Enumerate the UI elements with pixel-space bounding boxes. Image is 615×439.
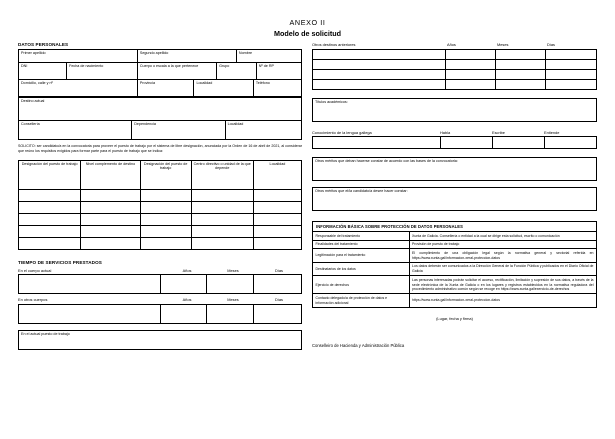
cell-centro[interactable] (191, 237, 253, 249)
col-designacion-puesto-2: Designación del puesto de trabajo (140, 160, 191, 189)
cell-localidad[interactable] (253, 225, 301, 237)
field-destino-actual[interactable]: Destino actual (19, 97, 302, 120)
table-row (19, 189, 302, 201)
field-segundo-apellido[interactable]: Segundo apellido (137, 49, 236, 62)
cell-nivel[interactable] (81, 237, 140, 249)
otros-destinos-col-dias: Días (547, 42, 555, 47)
table-row (313, 49, 597, 59)
personal-data-table (18, 49, 302, 63)
col-nivel-complemento: Nivel complemento de destino (81, 160, 140, 189)
lengua-gallega-label: Conocimiento de la lengua gallega (312, 129, 372, 135)
destinatario-footer: Conselleiro de Hacienda y Administración Pública (312, 342, 405, 348)
privacidad-key-derechos: Ejercicio de derechos (313, 276, 410, 294)
servicios-label-otros-cuerpos: En otros cuerpos (18, 297, 48, 303)
table-row (19, 49, 302, 62)
lengua-escribe-label: Escribe (492, 129, 505, 135)
cell-anos[interactable] (446, 79, 496, 89)
table-row (313, 59, 597, 69)
personal-data-table-3 (18, 79, 302, 97)
destino-detalle-table (18, 120, 302, 140)
table-header-row (19, 160, 302, 189)
cell-localidad[interactable] (253, 213, 301, 225)
cell-destino[interactable] (313, 69, 446, 79)
two-column-layout (18, 42, 597, 350)
table-row (313, 137, 597, 149)
cell-centro[interactable] (191, 201, 253, 213)
cell-puesto[interactable] (19, 237, 81, 249)
destino-actual-table (18, 97, 302, 121)
cell-anos[interactable] (446, 69, 496, 79)
privacidad-value-derechos: Las personas interesadas podrán solicitar el acceso, rectificación, limitación y supresión de sus datos, a través de la sede electrónica de la Xunta de Galicia o en los lugares y registros establecidos en la normativa reguladora del procedimiento administrativo común según se recoge en https://www.xunta.gal/exercicio-de-derechos (409, 276, 596, 294)
servicios-col-dias: Días (275, 267, 283, 273)
cell-dias[interactable] (546, 49, 597, 59)
cell-anos[interactable] (160, 304, 207, 323)
otros-meritos-candidato-table (312, 187, 597, 211)
otros-destinos-table (312, 49, 597, 90)
table-row (313, 98, 597, 121)
cell-cuerpo-actual[interactable] (19, 275, 161, 294)
cell-localidad[interactable] (253, 189, 301, 201)
table-row (313, 294, 597, 307)
cell-destino[interactable] (313, 49, 446, 59)
col-centro-directivo: Centro directivo o unidad de la que depende (191, 160, 253, 189)
table-row (19, 121, 302, 140)
privacidad-value-legitimacion: El cumplimiento de una obligación legal según la normativa general y sectorial referida en https://www.xunta.gal/informacion-xeral-proteccion-datos (409, 249, 596, 262)
privacidad-key-contacto-dpd: Contacto delegado/a de protección de datos e información adicional (313, 294, 410, 307)
privacidad-value-finalidades: Provisión de puesto de trabajo (409, 240, 596, 249)
table-row (313, 188, 597, 211)
cell-centro[interactable] (191, 213, 253, 225)
cell-habla[interactable] (440, 137, 492, 149)
servicios-otros-cuerpos-table (18, 304, 302, 324)
field-telefono[interactable]: Teléfono (253, 80, 301, 97)
privacidad-key-responsable: Responsable del tratamiento (313, 232, 410, 241)
privacidad-value-destinatarios: Los datos deberán ser comunicados a la Dirección General de la Función Pública y publicados en el Diario Oficial de Galicia (409, 262, 596, 275)
field-cuerpo-escala[interactable]: Cuerpo o escala a la que pertenece (137, 62, 216, 79)
servicios-cuerpo-actual-table (18, 274, 302, 294)
cell-entiende[interactable] (544, 137, 596, 149)
cell-dias[interactable] (546, 69, 597, 79)
cell-dias[interactable] (546, 79, 597, 89)
cell-meses[interactable] (496, 49, 546, 59)
field-grupo[interactable]: Grupo (217, 62, 257, 79)
cell-puesto2[interactable] (140, 189, 191, 201)
cell-meses[interactable] (207, 275, 254, 294)
table-row (19, 80, 302, 97)
privacidad-value-responsable: Xunta de Galicia. Consellería o entidad a la cual se dirige esta solicitud, escrito o comunicación (409, 232, 596, 241)
field-dni[interactable]: DNI (19, 62, 67, 79)
field-domicilio[interactable]: Domicilio, calle y nº (19, 80, 138, 97)
servicios-col-meses-2: Meses (227, 297, 239, 303)
table-row (19, 275, 302, 294)
cell-localidad[interactable] (253, 201, 301, 213)
cell-nivel[interactable] (81, 225, 140, 237)
col-localidad: Localidad (253, 160, 301, 189)
field-conselleria[interactable]: Consellería (19, 121, 132, 140)
lengua-entiende-label: Entiende (544, 129, 560, 135)
cell-destino[interactable] (313, 79, 446, 89)
field-dependencia[interactable]: Dependencia (132, 121, 225, 140)
table-row (313, 158, 597, 181)
table-row (313, 232, 597, 241)
field-localidad-destino[interactable]: Localidad (225, 121, 301, 140)
servicios-col-anos-2: Años (182, 297, 192, 303)
field-localidad[interactable]: Localidad (194, 80, 253, 97)
cell-dias[interactable] (254, 304, 302, 323)
field-numero-rp[interactable]: Nº de RP (256, 62, 301, 79)
cell-localidad[interactable] (253, 237, 301, 249)
table-row (19, 330, 302, 349)
lengua-gallega-table (312, 136, 597, 149)
table-row (313, 262, 597, 275)
titulos-academicos-table (312, 98, 597, 122)
table-row (313, 240, 597, 249)
field-actual-puesto-trabajo[interactable]: En el actual puesto de trabajo (19, 330, 302, 349)
cell-meses[interactable] (496, 79, 546, 89)
cell-nivel[interactable] (81, 189, 140, 201)
field-fecha-nacimiento[interactable]: Fecha de nacimiento (67, 62, 138, 79)
solicita-paragraph: SOLICITO: ser candidato/a en la convocatoria para proveer el puesto de trabajo por el sistema de libre designación, anunciada por la Orden de 16 de abril de 2021, al considerar que reúno los requisitos exigidos para formar parte para el puesto de trabajo que se indica: (18, 144, 302, 154)
personal-data-table-2 (18, 62, 302, 80)
table-row (313, 69, 597, 79)
cell-anos[interactable] (160, 275, 207, 294)
table-row (19, 97, 302, 120)
field-nombre[interactable]: Nombre (236, 49, 301, 62)
otros-destinos-label: Otros destinos anteriores (312, 42, 356, 47)
table-row (19, 62, 302, 79)
puestos-table (18, 160, 302, 250)
cell-dias[interactable] (254, 275, 302, 294)
privacidad-section-header: INFORMACIÓN BÁSICA SOBRE PROTECCIÓN DE DATOS PERSONALES (312, 221, 597, 231)
servicios-puesto-actual-table (18, 330, 302, 350)
privacidad-key-finalidades: Finalidades del tratamiento (313, 240, 410, 249)
servicios-header-row-1 (18, 268, 302, 273)
otros-destinos-header (312, 42, 597, 47)
cell-escribe[interactable] (492, 137, 544, 149)
servicios-col-anos: Años (182, 267, 192, 273)
table-row (313, 249, 597, 262)
cell-meses[interactable] (496, 59, 546, 69)
cell-puesto2[interactable] (140, 225, 191, 237)
servicios-header-row-2 (18, 297, 302, 302)
table-row (19, 237, 302, 249)
col-designacion-puesto: Designación del puesto de trabajo (19, 160, 81, 189)
otros-destinos-col-meses: Meses (497, 42, 509, 47)
table-row (19, 304, 302, 323)
cell-puesto[interactable] (19, 213, 81, 225)
page-title: Modelo de solicitud (273, 29, 342, 38)
servicios-col-dias-2: Días (275, 297, 283, 303)
table-row (19, 213, 302, 225)
cell-destino[interactable] (313, 59, 446, 69)
field-otros-meritos-candidato[interactable]: Otros méritos que el/la candidato/a desee hacer constar: (313, 188, 597, 211)
servicios-label-cuerpo-actual: En el cuerpo actual (18, 267, 52, 273)
cell-puesto2[interactable] (140, 213, 191, 225)
cell-nivel[interactable] (81, 213, 140, 225)
field-otros-meritos-bases[interactable]: Otros méritos que deban hacerse constar de acuerdo con las bases de la convocatoria: (313, 158, 597, 181)
section-title-servicios: TIEMPO DE SERVICIOS PRESTADOS (18, 259, 102, 265)
cell-centro[interactable] (191, 189, 253, 201)
cell-puesto2[interactable] (140, 201, 191, 213)
cell-dias[interactable] (546, 59, 597, 69)
cell-anos[interactable] (446, 59, 496, 69)
otros-meritos-bases-table (312, 157, 597, 181)
privacidad-key-destinatarios: Destinatarios de los datos (313, 262, 410, 275)
cell-puesto[interactable] (19, 201, 81, 213)
cell-centro[interactable] (191, 225, 253, 237)
cell-meses[interactable] (207, 304, 254, 323)
left-column (18, 42, 302, 350)
cell-puesto2[interactable] (140, 237, 191, 249)
right-column (312, 42, 597, 348)
field-primer-apellido[interactable]: Primer apellido (19, 49, 138, 62)
privacidad-value-contacto-dpd: https://www.xunta.gal/informacion-xeral-proteccion-datos (409, 294, 596, 307)
otros-destinos-col-anos: Años (447, 42, 456, 47)
cell-nivel[interactable] (81, 201, 140, 213)
privacidad-key-legitimacion: Legitimación para el tratamiento (313, 249, 410, 262)
privacidad-table (312, 231, 597, 308)
table-row (19, 201, 302, 213)
table-row (313, 79, 597, 89)
cell-otros-cuerpos[interactable] (19, 304, 161, 323)
field-titulos-academicos[interactable]: Títulos académicos: (313, 98, 597, 121)
cell-meses[interactable] (496, 69, 546, 79)
cell-puesto[interactable] (19, 225, 81, 237)
firma-line: (Lugar, fecha y firma) (436, 315, 473, 321)
lengua-habla-label: Habla (440, 129, 451, 135)
table-row (19, 225, 302, 237)
lengua-gallega-header (312, 130, 597, 135)
field-provincia[interactable]: Provincia (137, 80, 194, 97)
cell-anos[interactable] (446, 49, 496, 59)
anexo-title: ANEXO II (289, 18, 326, 27)
table-row (313, 276, 597, 294)
cell-lengua-nivel[interactable] (313, 137, 441, 149)
document-title-block (18, 18, 597, 38)
section-title-datos-personales: DATOS PERSONALES (18, 42, 69, 47)
cell-puesto[interactable] (19, 189, 81, 201)
servicios-col-meses: Meses (227, 267, 239, 273)
